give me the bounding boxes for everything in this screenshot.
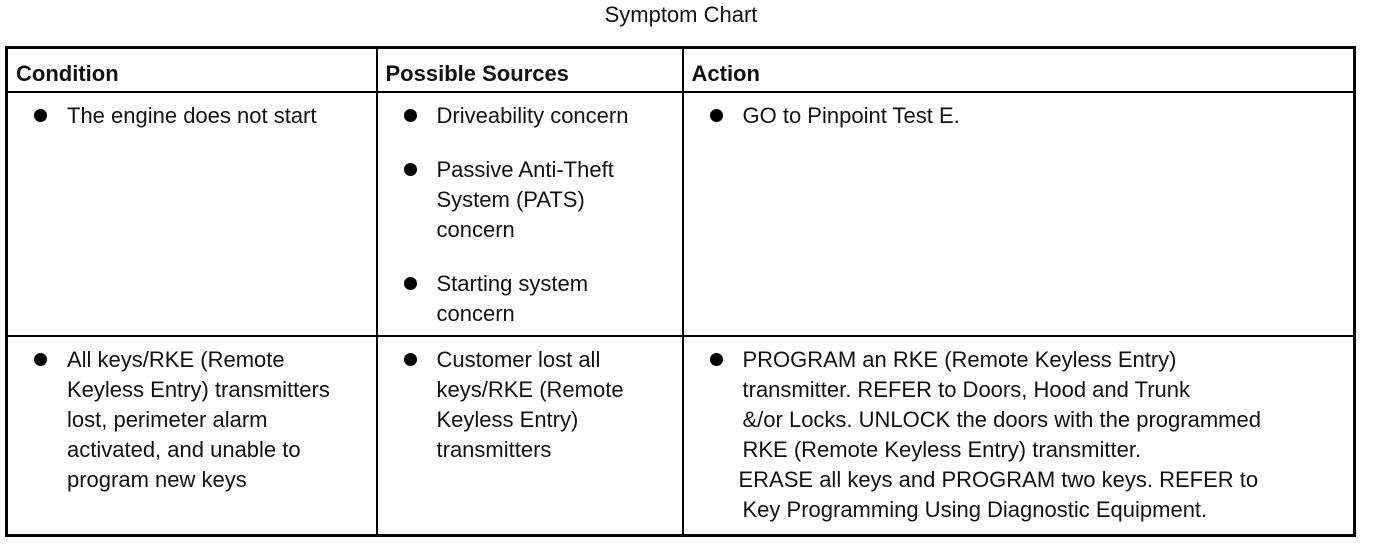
list-item bbox=[708, 101, 1346, 131]
list-item bbox=[32, 101, 368, 131]
table-row bbox=[7, 336, 1355, 536]
condition-list bbox=[32, 345, 368, 495]
list-item bbox=[708, 345, 1346, 525]
action-text: GO to Pinpoint Test E. bbox=[742, 102, 960, 128]
condition-cell bbox=[7, 336, 377, 536]
bullet-icon bbox=[404, 353, 417, 366]
action-text: Key Programming Using Diagnostic Equipment. bbox=[742, 496, 1208, 522]
bullet-icon bbox=[710, 353, 723, 366]
action-text: RKE (Remote Keyless Entry) transmitter. bbox=[742, 436, 1142, 462]
list-item bbox=[402, 101, 674, 131]
list-item bbox=[402, 345, 667, 465]
header-possible-sources: Possible Sources bbox=[377, 48, 683, 92]
header-action: Action bbox=[683, 48, 1355, 92]
condition-cell bbox=[7, 92, 377, 336]
header-condition: Condition bbox=[7, 48, 377, 92]
bullet-icon bbox=[404, 163, 417, 176]
sources-cell bbox=[377, 336, 683, 536]
source-text: Customer lost all keys/RKE (Remote Keyless Entry) transmitters bbox=[436, 346, 624, 462]
bullet-icon bbox=[34, 109, 47, 122]
bullet-icon bbox=[34, 353, 47, 366]
source-text: Driveability concern bbox=[436, 102, 629, 128]
condition-list bbox=[32, 101, 368, 131]
condition-text: All keys/RKE (Remote Keyless Entry) transmitters lost, perimeter alarm activated, and unable to program new keys bbox=[67, 346, 330, 492]
list-item bbox=[402, 269, 652, 329]
action-text: transmitter. REFER to Doors, Hood and Trunk bbox=[742, 376, 1191, 402]
action-text: &/or Locks. UNLOCK the doors with the programmed bbox=[742, 406, 1261, 432]
action-text: PROGRAM an RKE (Remote Keyless Entry) bbox=[742, 346, 1177, 372]
source-text: Starting system concern bbox=[436, 270, 589, 326]
chart-title: Symptom Chart bbox=[604, 2, 758, 27]
table-row bbox=[7, 92, 1355, 336]
symptom-table bbox=[5, 46, 1356, 537]
sources-cell bbox=[377, 92, 683, 336]
bullet-icon bbox=[710, 109, 723, 122]
list-item bbox=[32, 345, 368, 495]
source-text: Passive Anti-Theft System (PATS) concern bbox=[436, 156, 614, 242]
action-list bbox=[708, 101, 1346, 131]
list-item bbox=[402, 155, 652, 245]
bullet-icon bbox=[404, 277, 417, 290]
bullet-icon bbox=[404, 109, 417, 122]
action-cell bbox=[683, 92, 1355, 336]
action-cell bbox=[683, 336, 1355, 536]
sources-list bbox=[402, 101, 674, 329]
condition-text: The engine does not start bbox=[67, 102, 317, 128]
action-text: ERASE all keys and PROGRAM two keys. REFER to bbox=[738, 466, 1259, 492]
action-list bbox=[708, 345, 1346, 525]
sources-list bbox=[402, 345, 674, 465]
header-row bbox=[7, 48, 1355, 92]
